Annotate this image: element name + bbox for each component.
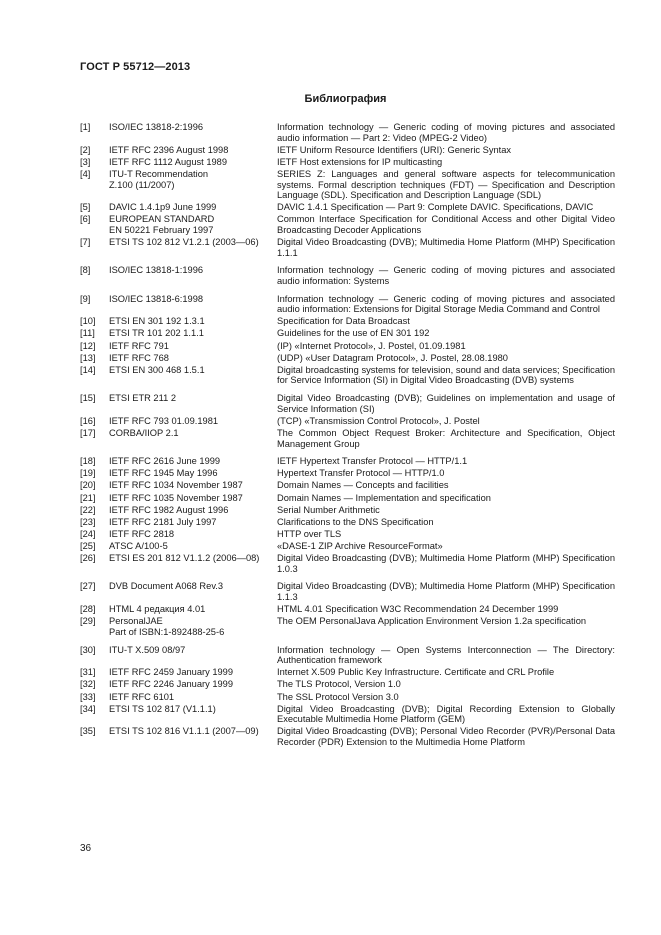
bibliography-entry bbox=[80, 604, 615, 615]
bibliography-entry bbox=[80, 237, 615, 258]
entry-number: [26] bbox=[80, 553, 96, 564]
entry-designation: ETSI TS 102 816 V1.1.1 (2007—09) bbox=[109, 726, 259, 737]
entry-number: [27] bbox=[80, 581, 96, 592]
entry-title: Digital Video Broadcasting (DVB); Multimedia Home Platform (MHP) Specification 1.0.3 bbox=[277, 553, 615, 574]
entry-number: [17] bbox=[80, 427, 96, 438]
entry-number: [11] bbox=[80, 328, 95, 339]
entry-title: Information technology — Generic coding of moving pictures and associated audio information — Part 2: Video (MPEG-2 Video) bbox=[277, 122, 615, 143]
entry-title: Digital Video Broadcasting (DVB); Multimedia Home Platform (MHP) Specification 1.1.3 bbox=[277, 581, 615, 603]
entry-designation: IETF RFC 1034 November 1987 bbox=[109, 480, 243, 491]
bibliography-entry bbox=[80, 553, 615, 574]
entry-designation: IETF RFC 1982 August 1996 bbox=[109, 504, 229, 515]
bibliography-entry bbox=[80, 341, 615, 352]
bibliography-entry bbox=[80, 328, 615, 339]
entry-number: [14] bbox=[80, 364, 96, 375]
entry-title: The Common Object Request Broker: Architecture and Specification, Object Management Group bbox=[277, 427, 615, 449]
entry-number: [1] bbox=[80, 122, 91, 132]
entry-designation: ITU-T Recommendation Z.100 (11/2007) bbox=[109, 169, 209, 190]
bibliography-entry bbox=[80, 169, 615, 201]
entry-designation: ETSI EN 300 468 1.5.1 bbox=[109, 364, 205, 375]
bibliography-entry bbox=[80, 517, 615, 528]
entry-title: Domain Names — Concepts and facilities bbox=[277, 480, 449, 491]
entry-title: Digital broadcasting systems for television, sound and data services; Specification for Service Information (SI) in Digital Video Broadcasting (DVB) systems bbox=[277, 364, 615, 386]
bibliography-entry bbox=[80, 704, 615, 725]
bibliography-entry bbox=[80, 294, 615, 315]
entry-designation: ETSI ES 201 812 V1.1.2 (2006—08) bbox=[109, 553, 260, 564]
bibliography-entry bbox=[80, 493, 615, 504]
bibliography-entry bbox=[80, 393, 615, 414]
entry-designation: ETSI TR 101 202 1.1.1 bbox=[109, 328, 204, 339]
bibliography-entry bbox=[80, 529, 615, 540]
entry-number: [34] bbox=[80, 703, 96, 714]
bibliography-entry bbox=[80, 726, 615, 747]
entry-number: [12] bbox=[80, 340, 96, 351]
bibliography-entry bbox=[80, 480, 615, 491]
entry-number: [3] bbox=[80, 156, 91, 167]
entry-designation: DAVIC 1.4.1p9 June 1999 bbox=[109, 202, 217, 213]
entry-designation: IETF RFC 1035 November 1987 bbox=[109, 492, 243, 503]
page-title: Библиография bbox=[304, 93, 387, 105]
entry-number: [33] bbox=[80, 691, 96, 702]
entry-number: [7] bbox=[80, 237, 91, 248]
entry-title: IETF Host extensions for IP multicasting bbox=[277, 156, 443, 167]
entry-designation: IETF RFC 2616 June 1999 bbox=[109, 456, 221, 467]
entry-number: [25] bbox=[80, 541, 96, 552]
entry-title: Guidelines for the use of EN 301 192 bbox=[277, 328, 430, 339]
entry-designation: HTML 4 редакция 4.01 bbox=[109, 604, 206, 615]
bibliography-entry bbox=[80, 541, 615, 552]
entry-designation: EUROPEAN STANDARD EN 50221 February 1997 bbox=[109, 214, 215, 236]
bibliography-entry bbox=[80, 679, 615, 690]
entry-title: «DASE-1 ZIP Archive ResourceFormat» bbox=[277, 541, 443, 552]
entry-number: [6] bbox=[80, 214, 91, 225]
entry-number: [23] bbox=[80, 516, 96, 527]
bibliography-entry bbox=[80, 157, 615, 168]
bibliography-entry bbox=[80, 122, 615, 143]
bibliography-entry bbox=[80, 316, 615, 327]
entry-designation: ISO/IEC 13818-6:1998 bbox=[109, 293, 204, 304]
entry-designation: IETF RFC 1112 August 1989 bbox=[109, 156, 227, 167]
entry-designation: ETSI TS 102 817 (V1.1.1) bbox=[109, 703, 216, 714]
bibliography-entry bbox=[80, 145, 615, 156]
entry-title: HTTP over TLS bbox=[277, 528, 342, 539]
bibliography-entry bbox=[80, 353, 615, 364]
entry-number: [20] bbox=[80, 480, 96, 491]
entry-designation: IETF RFC 1945 May 1996 bbox=[109, 468, 218, 479]
entry-designation: CORBA/IIOP 2.1 bbox=[109, 427, 179, 438]
bibliography-entry bbox=[80, 365, 615, 386]
entry-number: [30] bbox=[80, 644, 96, 655]
entry-number: [9] bbox=[80, 293, 91, 304]
entry-designation: IETF RFC 2459 January 1999 bbox=[109, 667, 234, 678]
entry-number: [19] bbox=[80, 468, 96, 479]
entry-title: Digital Video Broadcasting (DVB); Multimedia Home Platform (MHP) Specification 1.1.1 bbox=[277, 237, 615, 258]
entry-number: [8] bbox=[80, 265, 91, 276]
entry-designation: IETF RFC 6101 bbox=[109, 691, 175, 702]
entry-designation: IETF RFC 2818 bbox=[109, 528, 175, 539]
entry-title: Digital Video Broadcasting (DVB); Digital Recording Extension to Globally Executable Multimedia Home Platform (GEM) bbox=[277, 703, 615, 725]
bibliography-entry bbox=[80, 416, 615, 427]
bibliography-entry bbox=[80, 456, 615, 467]
entry-title: Digital Video Broadcasting (DVB); Personal Video Recorder (PVR)/Personal Data Recorder (PDR) Extension to the Multimedia Home Platform bbox=[277, 726, 615, 747]
entry-title: Domain Names — Implementation and specification bbox=[277, 492, 491, 503]
entry-designation: IETF RFC 768 bbox=[109, 352, 169, 363]
entry-designation: IETF RFC 2396 August 1998 bbox=[109, 144, 229, 155]
bibliography-entry bbox=[80, 667, 615, 678]
entry-number: [35] bbox=[80, 726, 96, 737]
entry-designation: PersonalJAE Part of ISBN:1-892488-25-6 bbox=[109, 616, 225, 637]
entry-title: Internet X.509 Public Key Infrastructure. Certificate and CRL Profile bbox=[277, 667, 555, 678]
bibliography-entry bbox=[80, 428, 615, 449]
entry-title: SERIES Z: Languages and general software aspects for telecommunication systems. Formal description techniques (FDT) — Specification and Description Language (SDL). Specification and Description Language (SDL) bbox=[277, 169, 615, 201]
entry-title: Hypertext Transfer Protocol — HTTP/1.0 bbox=[277, 468, 445, 479]
entry-number: [18] bbox=[80, 456, 96, 467]
entry-title: (TCP) «Transmission Control Protocol», J. Postel bbox=[277, 415, 480, 426]
standard-designation: ГОСТ Р 55712—2013 bbox=[80, 61, 191, 73]
bibliography-entry bbox=[80, 581, 615, 602]
bibliography-entry bbox=[80, 645, 615, 666]
bibliography-entry bbox=[80, 505, 615, 516]
entry-title: The TLS Protocol, Version 1.0 bbox=[277, 679, 401, 690]
page-number: 36 bbox=[80, 843, 92, 854]
entry-number: [16] bbox=[80, 415, 96, 426]
entry-title: Information technology — Generic coding of moving pictures and associated audio information: Systems bbox=[277, 265, 615, 286]
entry-designation: IETF RFC 2181 July 1997 bbox=[109, 516, 217, 527]
entry-designation: DVB Document A068 Rev.3 bbox=[109, 581, 224, 592]
entry-designation: IETF RFC 2246 January 1999 bbox=[109, 679, 234, 690]
bibliography-list bbox=[80, 122, 615, 749]
entry-number: [10] bbox=[80, 316, 96, 327]
entry-designation: ISO/IEC 13818-2:1996 bbox=[109, 122, 204, 132]
bibliography-entry bbox=[80, 265, 615, 286]
entry-number: [29] bbox=[80, 616, 96, 627]
entry-title: Digital Video Broadcasting (DVB); Guidelines on implementation and usage of Service Information (SI) bbox=[277, 393, 615, 414]
entry-designation: ETSI TS 102 812 V1.2.1 (2003—06) bbox=[109, 237, 259, 248]
entry-designation: ISO/IEC 13818-1:1996 bbox=[109, 265, 204, 276]
bibliography-entry bbox=[80, 692, 615, 703]
entry-designation: IETF RFC 791 bbox=[109, 340, 169, 351]
entry-number: [32] bbox=[80, 679, 96, 690]
entry-number: [4] bbox=[80, 169, 91, 180]
entry-title: Serial Number Arithmetic bbox=[277, 504, 380, 515]
entry-title: Information technology — Generic coding of moving pictures and associated audio information: Extensions for Digital Storage Media Command and Control bbox=[277, 293, 615, 315]
entry-number: [2] bbox=[80, 144, 91, 155]
entry-designation: ATSC A/100-5 bbox=[109, 541, 168, 552]
entry-title: The OEM PersonalJava Application Environment Version 1.2a specification bbox=[277, 616, 587, 627]
entry-designation: ITU-T X.509 08/97 bbox=[109, 644, 186, 655]
entry-title: IETF Hypertext Transfer Protocol — HTTP/1.1 bbox=[277, 456, 468, 467]
entry-designation: ETSI EN 301 192 1.3.1 bbox=[109, 316, 205, 327]
entry-number: [13] bbox=[80, 352, 96, 363]
entry-title: HTML 4.01 Specification W3C Recommendation 24 December 1999 bbox=[277, 604, 559, 615]
entry-number: [15] bbox=[80, 393, 96, 404]
entry-title: Information technology — Open Systems Interconnection — The Directory: Authentication framework bbox=[277, 644, 615, 666]
bibliography-entry bbox=[80, 616, 615, 637]
entry-designation: IETF RFC 793 01.09.1981 bbox=[109, 415, 219, 426]
bibliography-entry bbox=[80, 214, 615, 235]
bibliography-entry bbox=[80, 202, 615, 213]
entry-title: (IP) «Internet Protocol», J. Postel, 01.09.1981 bbox=[277, 340, 466, 351]
entry-designation: ETSI ETR 211 2 bbox=[109, 393, 176, 404]
bibliography-entry bbox=[80, 468, 615, 479]
entry-number: [31] bbox=[80, 667, 96, 678]
entry-title: The SSL Protocol Version 3.0 bbox=[277, 691, 399, 702]
entry-number: [24] bbox=[80, 528, 96, 539]
entry-title: IETF Uniform Resource Identifiers (URI): Generic Syntax bbox=[277, 144, 512, 155]
entry-title: Specification for Data Broadcast bbox=[277, 316, 410, 327]
entry-number: [22] bbox=[80, 504, 96, 515]
entry-number: [5] bbox=[80, 202, 91, 213]
entry-title: (UDP) «User Datagram Protocol», J. Postel, 28.08.1980 bbox=[277, 352, 508, 363]
entry-title: DAVIC 1.4.1 Specification — Part 9: Complete DAVIC. Specifications, DAVIC bbox=[277, 202, 594, 213]
entry-number: [28] bbox=[80, 604, 96, 615]
entry-title: Common Interface Specification for Conditional Access and other Digital Video Broadcasting Decoder Applications bbox=[277, 214, 615, 236]
entry-number: [21] bbox=[80, 492, 96, 503]
entry-title: Clarifications to the DNS Specification bbox=[277, 516, 434, 527]
